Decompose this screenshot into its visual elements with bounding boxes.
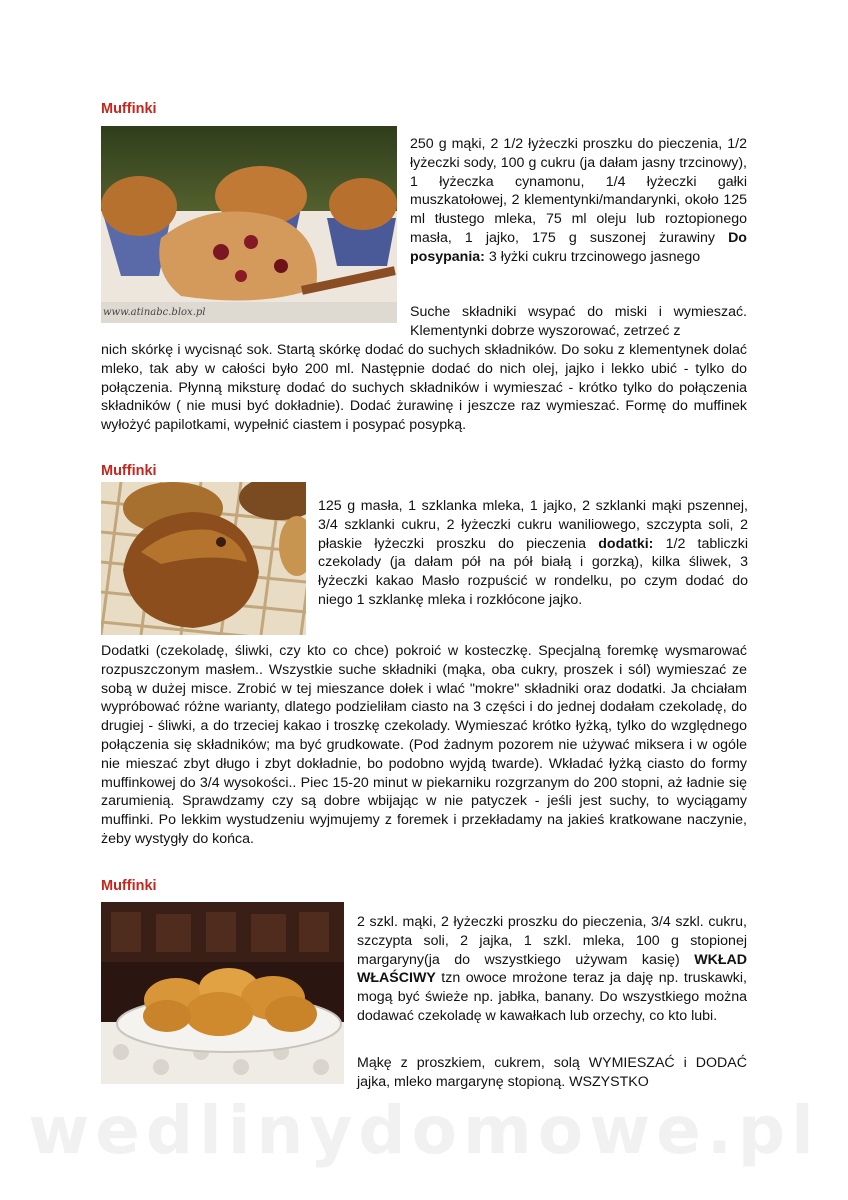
recipe-2-ingredients: 125 g masła, 1 szklanka mleka, 1 jajko, 2 szklanki mąki pszennej, 3/4 szklanki cukru, 2 łyżeczki cukru waniliowego, szczypta soli, 2 płaskie łyżeczki proszku do pieczenia dodatki: 1/2 tabliczki czekolady (ja dałam pół na pół białą i gorzką), kilka śliwek, 3 łyżeczki kakao Masło rozpuścić w rondelku, po czym dodać do niego 1 szklankę mleka i rozkłócone jajko.: [318, 498, 748, 608]
recipe-1-title: Muffinki: [101, 101, 157, 117]
recipe-1-method: nich skórkę i wycisnąć sok. Startą skórkę dodać do suchych składników. Do soku z klementynek dolać mleko, tak aby w całości było 200 ml. Następnie dodać do nich olej, jajko i lekko ubić - tylko do połączenia. Płynną miksturę dodać do suchych składników i wymieszać - krótko tylko do połączenia składników ( nie musi być dokładnie). Dodać żurawinę i jeszcze raz wymieszać. Formę do muffinek wyłożyć papilotkami, wypełnić ciastem i posypać posypką.: [101, 342, 747, 434]
recipe-3-method: Mąkę z proszkiem, cukrem, solą WYMIESZAĆ i DODAĆ jajka, mleko margarynę stopioną. WSZYSTKO: [357, 1055, 747, 1090]
recipe-1-method-start: Suche składniki wsypać do miski i wymieszać. Klementynki dobrze wyszorować, zetrzeć z: [410, 304, 747, 339]
recipe-2-method: Dodatki (czekoladę, śliwki, czy kto co chce) pokroić w kosteczkę. Specjalną foremkę wysmarować rozpuszczonym masłem.. Wszystkie suche składniki (mąka, oba cukry, proszek i sól) wymieszać ze sobą w dużej misce. Zrobić w tej mieszance dołek i wlać "mokre" składniki oraz dodatki. Ja chciałam wypróbować różne warianty, dlatego podzieliłam ciasto na 3 części i do jednej dodałam czekoladę, do drugiej - śliwki, a do trzeciej kakao i troszkę czekolady. Wymieszać krótko łyżką, tylko do względnego połączenia się składników; ma być grudkowate. (Pod żadnym pozorem nie używać miksera i w ogóle nie mieszać zbyt długo i zbyt dokładnie, bo podobno wyjdą twarde). Wkładać łyżką ciasto do formy muffinkowej do 3/4 wysokości.. Piec 15-20 minut w piekarniku rozgrzanym do 200 stopni, aż ładnie się zarumienią. Sprawdzamy czy są dobre wbijając w nie patyczek - jeśli jest suchy, to wyciągamy muffinki. Po lekkim wystudzeniu wyjmujemy z foremek i przekładamy na jakieś kratkowane naczynie, żeby wystygły do końca.: [101, 643, 747, 847]
recipe-3-photo: [101, 902, 344, 1084]
recipe-1-ingredients: 250 g mąki, 2 1/2 łyżeczki proszku do pieczenia, 1/2 łyżeczki sody, 100 g cukru (ja dałam jasny trzcinowy), 1 łyżeczka cynamonu, 1/4 łyżeczki gałki muszkatołowej, 2 klementynki/mandarynki, około 125 ml tłustego mleka, 75 ml oleju lub roztopionego masła, 1 jajko, 175 g suszonej żurawiny Do posypania: 3 łyżki cukru trzcinowego jasnego: [410, 136, 747, 265]
recipe-2-photo: [101, 482, 306, 635]
recipe-3-ingredients: 2 szkl. mąki, 2 łyżeczki proszku do pieczenia, 3/4 szkl. cukru, szczypta soli, 2 jajka, 1 szkl. mleka, 100 g stopionej margaryny(ja do wszystkiego używam kasię) WKŁAD WŁAŚCIWY tzn owoce mrożone teraz ja daję np. truskawki, mogą być świeże np. jabłka, banany. Do wszystkiego można dodawać czekoladę w kawałkach lub orzechy, co kto lubi.: [357, 914, 747, 1024]
recipe-3-title: Muffinki: [101, 878, 157, 894]
recipe-1-photo: [101, 126, 397, 323]
recipe-1-photo-caption: www.atinabc.blox.pl: [103, 307, 206, 318]
recipe-2-title: Muffinki: [101, 463, 157, 479]
watermark: wedlinydomowe.pl: [28, 1092, 820, 1169]
